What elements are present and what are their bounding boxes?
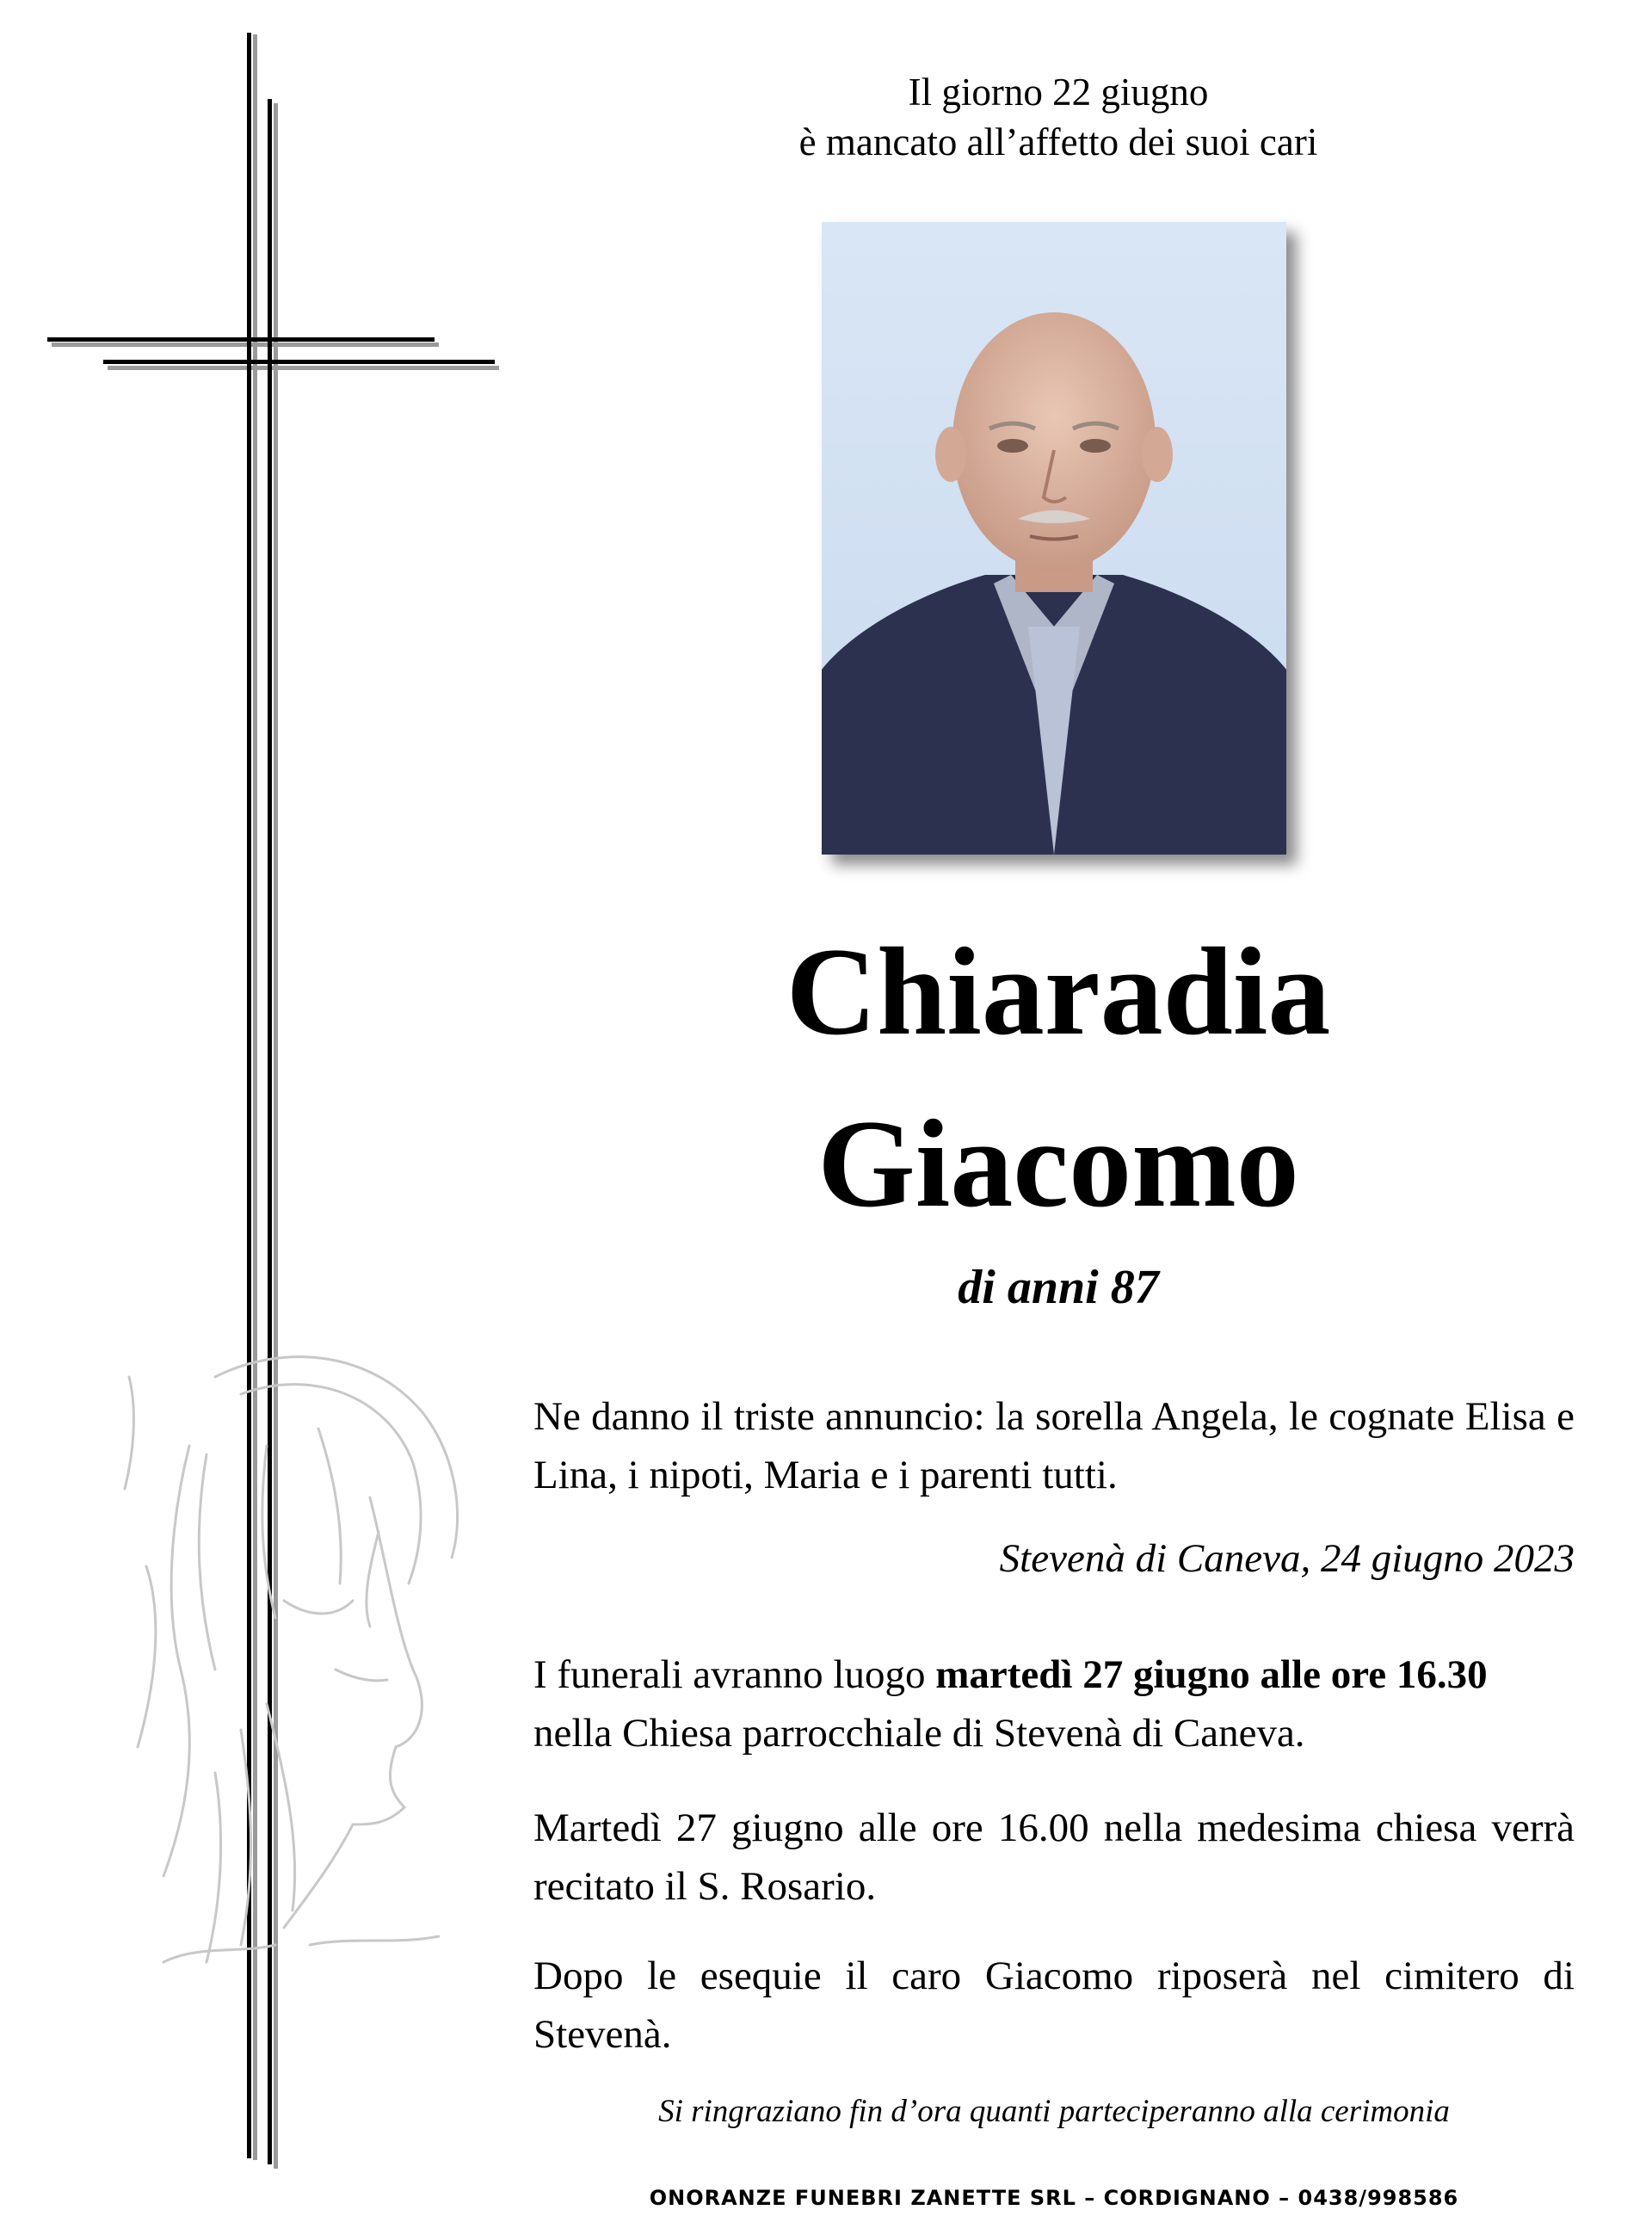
announcement-text: Ne danno il triste annuncio: la sorella Angela, le cognate Elisa e Lina, i nipoti, Maria e i parenti tutti.: [533, 1394, 1575, 1497]
funeral-when: martedì 27 giugno alle ore 16.30: [935, 1652, 1488, 1697]
intro-text: [723, 67, 1394, 167]
funeral-intro: I funerali avranno luogo: [533, 1652, 936, 1697]
thanks-text: Si ringraziano fin d’ora quanti parteciperanno alla cerimonia: [658, 2094, 1450, 2129]
funeral-where: nella Chiesa parrocchiale di Stevenà di Caneva.: [533, 1711, 1305, 1756]
intro-line-2: è mancato all’affetto dei suoi cari: [798, 120, 1318, 164]
place-date: Stevenà di Caneva, 24 giugno 2023: [999, 1536, 1575, 1581]
funeral-home-footer: ONORANZE FUNEBRI ZANETTE SRL – CORDIGNANO – 0438/998586: [649, 2186, 1459, 2210]
funeral-details: [533, 1645, 1575, 1762]
portrait-illustration: [822, 222, 1286, 855]
deceased-given-name: Giacomo: [817, 1094, 1299, 1233]
deceased-age: di anni 87: [958, 1261, 1159, 1314]
deceased-portrait: [822, 222, 1286, 855]
christ-face-sketch: [112, 1343, 490, 1997]
burial-text: Dopo le esequie il caro Giacomo riposerà nel cimitero di Stevenà.: [533, 1954, 1575, 2057]
intro-line-1: Il giorno 22 giugno: [908, 71, 1209, 114]
deceased-surname: Chiaradia: [786, 922, 1331, 1061]
rosary-text: Martedì 27 giugno alle ore 16.00 nella medesima chiesa verrà recitato il S. Rosario.: [533, 1806, 1575, 1909]
deceased-name: [714, 905, 1402, 1250]
